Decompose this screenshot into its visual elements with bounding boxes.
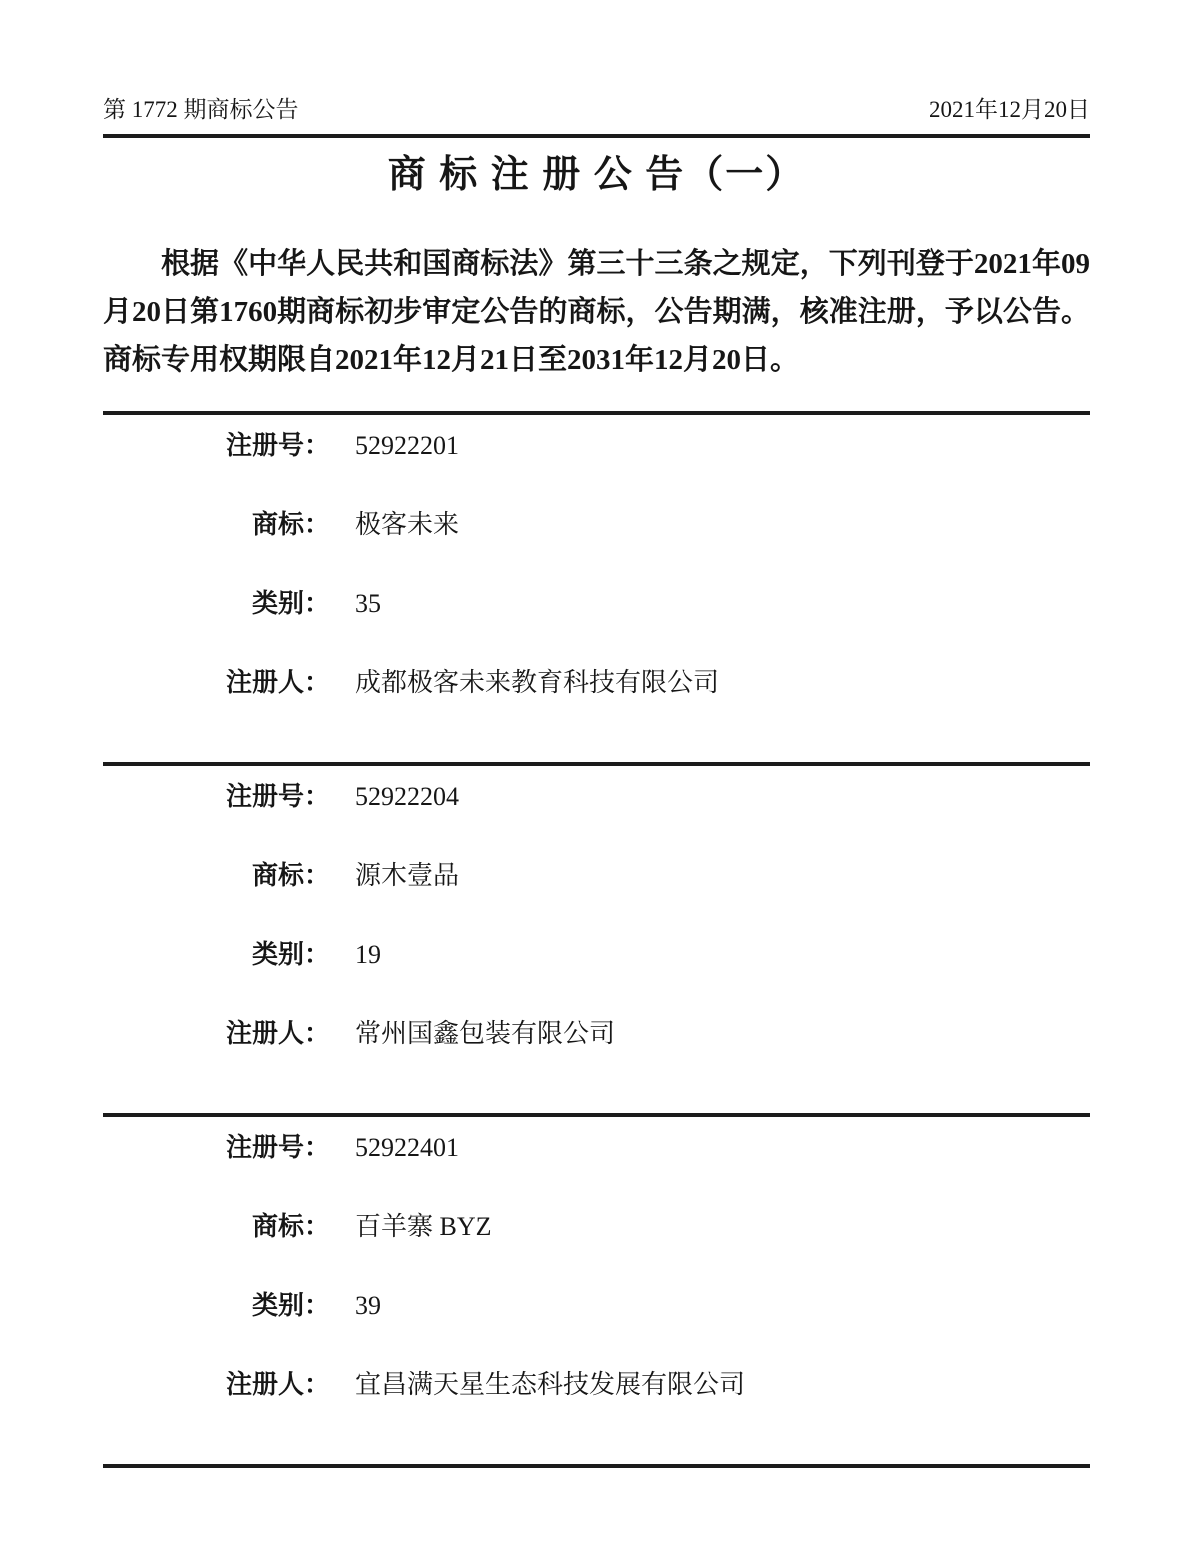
reg-no-label: 注册号： — [225, 782, 330, 811]
record-row-reg-no — [103, 1130, 1090, 1165]
record-row-trademark — [103, 507, 1090, 542]
record-row-reg-no — [103, 428, 1090, 463]
registrant-value: 宜昌满天星生态科技发展有限公司 — [355, 1370, 746, 1399]
registrant-label: 注册人： — [225, 1370, 330, 1399]
reg-no-value: 52922204 — [355, 782, 459, 811]
record-row-reg-no — [103, 779, 1090, 814]
trademark-label: 商标： — [251, 1212, 330, 1241]
page-title: 商 标 注 册 公 告（一） — [387, 154, 806, 196]
trademark-value: 极客未来 — [355, 510, 460, 539]
reg-no-label: 注册号： — [225, 431, 330, 460]
intro-paragraph: 根据《中华人民共和国商标法》第三十三条之规定，下列刊登于2021年09月20日第1760期商标初步审定公告的商标，公告期满，核准注册，予以公告。商标专用权期限自2021年12月21日至2031年12月20日。 — [103, 248, 1090, 376]
record-row-registrant — [103, 1016, 1090, 1051]
record-row-category — [103, 1288, 1090, 1323]
record-row-trademark — [103, 1209, 1090, 1244]
category-label: 类别： — [251, 1291, 330, 1320]
reg-no-value: 52922201 — [355, 431, 459, 460]
trademark-record — [103, 766, 1090, 1113]
gazette-date-label: 2021年12月20日 — [929, 97, 1090, 122]
registrant-value: 常州国鑫包装有限公司 — [355, 1019, 616, 1048]
registrant-label: 注册人： — [225, 1019, 330, 1048]
reg-no-label: 注册号： — [225, 1133, 330, 1162]
trademark-label: 商标： — [251, 510, 330, 539]
header-rule — [103, 134, 1090, 138]
trademark-label: 商标： — [251, 861, 330, 890]
category-label: 类别： — [251, 589, 330, 618]
gazette-issue-label: 第 1772 期商标公告 — [103, 97, 299, 122]
category-value: 19 — [355, 940, 381, 969]
record-row-trademark — [103, 858, 1090, 893]
registrant-value: 成都极客未来教育科技有限公司 — [355, 668, 720, 697]
page-header — [103, 96, 1090, 124]
record-row-registrant — [103, 1367, 1090, 1402]
reg-no-value: 52922401 — [355, 1133, 459, 1162]
record-row-registrant — [103, 665, 1090, 700]
trademark-record — [103, 415, 1090, 762]
category-value: 39 — [355, 1291, 381, 1320]
record-row-category — [103, 937, 1090, 972]
registrant-label: 注册人： — [225, 668, 330, 697]
trademark-record — [103, 1117, 1090, 1464]
trademark-value: 百羊寨 BYZ — [355, 1212, 492, 1241]
bottom-rule — [103, 1464, 1090, 1468]
category-label: 类别： — [251, 940, 330, 969]
records-section — [103, 411, 1090, 1468]
trademark-value: 源木壹品 — [355, 861, 460, 890]
record-row-category — [103, 586, 1090, 621]
category-value: 35 — [355, 589, 381, 618]
